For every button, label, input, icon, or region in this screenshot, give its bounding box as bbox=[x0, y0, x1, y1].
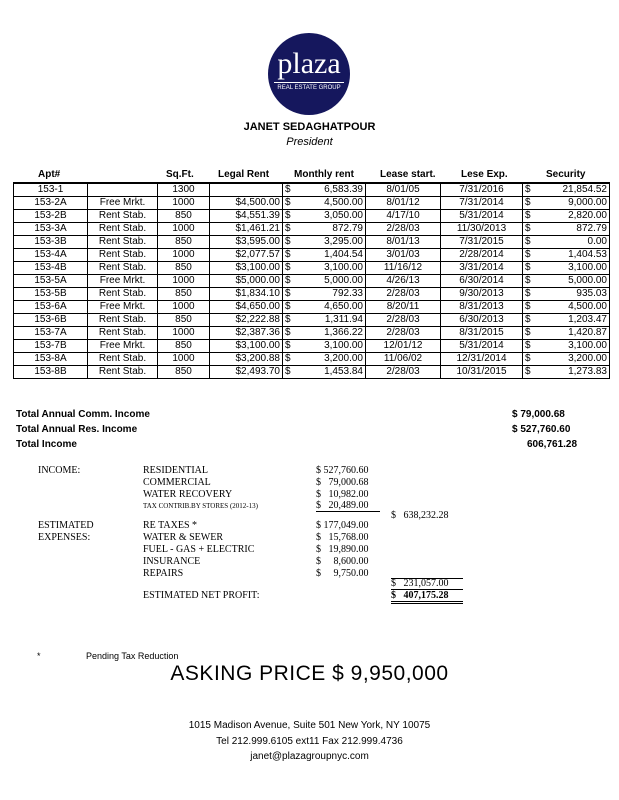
dollar-sign: $ bbox=[525, 262, 531, 273]
security-cell-value: 9,000.00 bbox=[568, 197, 607, 208]
sqft-cell: 850 bbox=[158, 210, 210, 223]
legal-rent-cell: $2,387.36 bbox=[210, 327, 283, 340]
sqft-cell: 1000 bbox=[158, 197, 210, 210]
dollar-sign: $ bbox=[285, 197, 291, 208]
dollar-sign: $ bbox=[525, 275, 531, 286]
security-cell-value: 5,000.00 bbox=[568, 275, 607, 286]
rent-type-cell: Rent Stab. bbox=[88, 353, 158, 366]
sqft-cell: 850 bbox=[158, 262, 210, 275]
plaza-logo bbox=[268, 33, 350, 115]
lease-exp-cell: 7/31/2014 bbox=[441, 197, 523, 210]
total-comm-income-value: $ 79,000.68 bbox=[512, 409, 565, 420]
monthly-rent-cell-value: 1,404.54 bbox=[324, 249, 363, 260]
table-row bbox=[14, 275, 610, 288]
lease-start-cell: 2/28/03 bbox=[366, 223, 441, 236]
footer-address: 1015 Madison Avenue, Suite 501 New York, NY 10075 bbox=[188, 720, 431, 731]
monthly-rent-cell bbox=[283, 353, 366, 366]
lease-start-cell: 8/20/11 bbox=[366, 301, 441, 314]
security-cell bbox=[523, 210, 610, 223]
lease-exp-cell: 7/31/2016 bbox=[441, 183, 523, 197]
lease-exp-cell: 12/31/2014 bbox=[441, 353, 523, 366]
sqft-cell: 850 bbox=[158, 288, 210, 301]
rent-type-cell: Rent Stab. bbox=[88, 366, 158, 379]
dollar-sign: $ bbox=[285, 262, 291, 273]
sqft-cell: 1000 bbox=[158, 275, 210, 288]
legal-rent-cell: $4,551.39 bbox=[210, 210, 283, 223]
monthly-rent-cell-value: 4,650.00 bbox=[324, 301, 363, 312]
lease-start-cell: 11/06/02 bbox=[366, 353, 441, 366]
header-apt: Apt# bbox=[38, 169, 61, 180]
sqft-cell: 850 bbox=[158, 340, 210, 353]
apartment-cell: 153-5A bbox=[14, 275, 88, 288]
rent-type-cell: Rent Stab. bbox=[88, 327, 158, 340]
monthly-rent-cell bbox=[283, 210, 366, 223]
monthly-rent-cell-value: 4,500.00 bbox=[324, 197, 363, 208]
dollar-sign: $ bbox=[285, 275, 291, 286]
table-row bbox=[14, 366, 610, 379]
lease-exp-cell: 7/31/2015 bbox=[441, 236, 523, 249]
monthly-rent-cell bbox=[283, 197, 366, 210]
total-res-income-value: $ 527,760.60 bbox=[512, 424, 571, 435]
lease-exp-cell: 10/31/2015 bbox=[441, 366, 523, 379]
table-row bbox=[14, 223, 610, 236]
legal-rent-cell: $3,100.00 bbox=[210, 262, 283, 275]
lease-start-cell: 8/01/13 bbox=[366, 236, 441, 249]
legal-rent-cell: $1,461.21 bbox=[210, 223, 283, 236]
security-cell bbox=[523, 353, 610, 366]
dollar-sign: $ bbox=[525, 314, 531, 325]
re-taxes-value: $ 177,049.00 bbox=[316, 520, 369, 531]
table-row bbox=[14, 301, 610, 314]
lease-exp-cell: 5/31/2014 bbox=[441, 210, 523, 223]
dollar-sign: $ bbox=[525, 210, 531, 221]
apartment-cell: 153-6B bbox=[14, 314, 88, 327]
security-cell bbox=[523, 327, 610, 340]
monthly-rent-cell-value: 3,100.00 bbox=[324, 340, 363, 351]
commercial-label: COMMERCIAL bbox=[143, 477, 211, 488]
dollar-sign: $ bbox=[285, 236, 291, 247]
dollar-sign: $ bbox=[285, 223, 291, 234]
security-cell-value: 4,500.00 bbox=[568, 301, 607, 312]
rent-type-cell: Rent Stab. bbox=[88, 288, 158, 301]
lease-exp-cell: 11/30/2013 bbox=[441, 223, 523, 236]
security-cell bbox=[523, 236, 610, 249]
dollar-sign: $ bbox=[285, 210, 291, 221]
table-row bbox=[14, 210, 610, 223]
header-monthly-rent: Monthly rent bbox=[294, 169, 354, 180]
apartment-cell: 153-7A bbox=[14, 327, 88, 340]
security-cell-value: 21,854.52 bbox=[562, 184, 607, 195]
monthly-rent-cell-value: 1,311.94 bbox=[324, 314, 363, 325]
apartment-cell: 153-4A bbox=[14, 249, 88, 262]
footnote-text: Pending Tax Reduction bbox=[86, 651, 179, 661]
monthly-rent-cell bbox=[283, 262, 366, 275]
lease-exp-cell: 8/31/2013 bbox=[441, 301, 523, 314]
security-cell-value: 1,404.53 bbox=[568, 249, 607, 260]
residential-label: RESIDENTIAL bbox=[143, 465, 208, 476]
legal-rent-cell: $4,500.00 bbox=[210, 197, 283, 210]
footer-email[interactable]: janet@plazagroupnyc.com bbox=[250, 751, 369, 762]
dollar-sign: $ bbox=[285, 366, 291, 377]
lease-exp-cell: 3/31/2014 bbox=[441, 262, 523, 275]
rent-type-cell: Rent Stab. bbox=[88, 249, 158, 262]
sqft-cell: 1300 bbox=[158, 183, 210, 197]
legal-rent-cell: $5,000.00 bbox=[210, 275, 283, 288]
income-subtotal: $ 638,232.28 bbox=[391, 510, 449, 521]
dollar-sign: $ bbox=[525, 184, 531, 195]
monthly-rent-cell bbox=[283, 183, 366, 197]
monthly-rent-cell bbox=[283, 327, 366, 340]
lease-start-cell: 11/16/12 bbox=[366, 262, 441, 275]
monthly-rent-cell-value: 5,000.00 bbox=[324, 275, 363, 286]
rent-type-cell: Free Mrkt. bbox=[88, 197, 158, 210]
security-cell-value: 3,100.00 bbox=[568, 340, 607, 351]
security-cell bbox=[523, 183, 610, 197]
table-row bbox=[14, 314, 610, 327]
apartment-cell: 153-6A bbox=[14, 301, 88, 314]
total-income-label: Total Income bbox=[16, 439, 77, 450]
apartment-cell: 153-8B bbox=[14, 366, 88, 379]
legal-rent-cell: $2,222.88 bbox=[210, 314, 283, 327]
rent-type-cell: Rent Stab. bbox=[88, 210, 158, 223]
lease-start-cell: 4/17/10 bbox=[366, 210, 441, 223]
table-row bbox=[14, 353, 610, 366]
security-cell-value: 1,203.47 bbox=[568, 314, 607, 325]
apartment-cell: 153-4B bbox=[14, 262, 88, 275]
contact-title: President bbox=[286, 136, 333, 148]
water-recovery-value: $ 10,982.00 bbox=[316, 489, 369, 500]
security-cell-value: 0.00 bbox=[587, 236, 607, 247]
dollar-sign: $ bbox=[285, 353, 291, 364]
security-cell bbox=[523, 262, 610, 275]
rent-type-cell: Rent Stab. bbox=[88, 262, 158, 275]
rent-type-cell: Free Mrkt. bbox=[88, 275, 158, 288]
lease-exp-cell: 6/30/2014 bbox=[441, 275, 523, 288]
legal-rent-cell: $1,834.10 bbox=[210, 288, 283, 301]
monthly-rent-cell-value: 3,050.00 bbox=[324, 210, 363, 221]
insurance-label: INSURANCE bbox=[143, 556, 201, 567]
apartment-cell: 153-2A bbox=[14, 197, 88, 210]
monthly-rent-cell-value: 792.33 bbox=[332, 288, 363, 299]
apartment-cell: 153-2B bbox=[14, 210, 88, 223]
legal-rent-cell bbox=[210, 183, 283, 197]
residential-value: $ 527,760.60 bbox=[316, 465, 369, 476]
dollar-sign: $ bbox=[285, 184, 291, 195]
legal-rent-cell: $3,100.00 bbox=[210, 340, 283, 353]
monthly-rent-cell bbox=[283, 340, 366, 353]
monthly-rent-cell-value: 1,453.84 bbox=[324, 366, 363, 377]
security-cell bbox=[523, 301, 610, 314]
dollar-sign: $ bbox=[525, 236, 531, 247]
insurance-value: $ 8,600.00 bbox=[316, 556, 369, 567]
lease-start-cell: 2/28/03 bbox=[366, 288, 441, 301]
security-cell-value: 3,200.00 bbox=[568, 353, 607, 364]
dollar-sign: $ bbox=[525, 353, 531, 364]
dollar-sign: $ bbox=[525, 327, 531, 338]
lease-start-cell: 2/28/03 bbox=[366, 327, 441, 340]
legal-rent-cell: $2,493.70 bbox=[210, 366, 283, 379]
security-cell bbox=[523, 275, 610, 288]
logo-wordmark: plaza bbox=[277, 47, 341, 80]
monthly-rent-cell-value: 872.79 bbox=[332, 223, 363, 234]
security-cell bbox=[523, 314, 610, 327]
monthly-rent-cell bbox=[283, 301, 366, 314]
monthly-rent-cell bbox=[283, 223, 366, 236]
monthly-rent-cell-value: 3,100.00 bbox=[324, 262, 363, 273]
rent-type-cell bbox=[88, 183, 158, 197]
security-cell bbox=[523, 366, 610, 379]
apartment-cell: 153-3B bbox=[14, 236, 88, 249]
income-label: INCOME: bbox=[38, 465, 81, 476]
asking-price: ASKING PRICE $ 9,950,000 bbox=[170, 662, 449, 685]
dollar-sign: $ bbox=[285, 327, 291, 338]
table-row bbox=[14, 327, 610, 340]
sqft-cell: 1000 bbox=[158, 327, 210, 340]
lease-start-cell: 8/01/12 bbox=[366, 197, 441, 210]
lease-start-cell: 3/01/03 bbox=[366, 249, 441, 262]
re-taxes-label: RE TAXES * bbox=[143, 520, 198, 531]
table-row bbox=[14, 262, 610, 275]
rent-type-cell: Rent Stab. bbox=[88, 223, 158, 236]
commercial-value: $ 79,000.68 bbox=[316, 477, 369, 488]
sqft-cell: 850 bbox=[158, 366, 210, 379]
expenses-label-2: EXPENSES: bbox=[38, 532, 91, 543]
header-security: Security bbox=[546, 169, 586, 180]
dollar-sign: $ bbox=[525, 340, 531, 351]
monthly-rent-cell-value: 1,366.22 bbox=[324, 327, 363, 338]
dollar-sign: $ bbox=[525, 366, 531, 377]
security-cell bbox=[523, 197, 610, 210]
monthly-rent-cell bbox=[283, 366, 366, 379]
monthly-rent-cell bbox=[283, 236, 366, 249]
dollar-sign: $ bbox=[525, 197, 531, 208]
security-cell-value: 1,420.87 bbox=[568, 327, 607, 338]
header-sqft: Sq.Ft. bbox=[166, 169, 194, 180]
monthly-rent-cell-value: 3,200.00 bbox=[324, 353, 363, 364]
tax-contrib-value: $ 20,489.00 bbox=[316, 500, 380, 512]
table-row bbox=[14, 197, 610, 210]
net-profit-label: ESTIMATED NET PROFIT: bbox=[143, 590, 260, 601]
dollar-sign: $ bbox=[525, 223, 531, 234]
rent-roll-table bbox=[13, 182, 610, 379]
total-income-value: 606,761.28 bbox=[527, 439, 578, 450]
legal-rent-cell: $2,077.57 bbox=[210, 249, 283, 262]
monthly-rent-cell bbox=[283, 288, 366, 301]
water-sewer-label: WATER & SEWER bbox=[143, 532, 223, 543]
table-row bbox=[14, 183, 610, 197]
fuel-value: $ 19,890.00 bbox=[316, 544, 369, 555]
apartment-cell: 153-8A bbox=[14, 353, 88, 366]
total-comm-income-label: Total Annual Comm. Income bbox=[16, 409, 150, 420]
lease-exp-cell: 5/31/2014 bbox=[441, 340, 523, 353]
table-row bbox=[14, 340, 610, 353]
monthly-rent-cell bbox=[283, 314, 366, 327]
apartment-cell: 153-3A bbox=[14, 223, 88, 236]
footnote-asterisk: * bbox=[37, 651, 41, 661]
dollar-sign: $ bbox=[285, 288, 291, 299]
apartment-cell: 153-7B bbox=[14, 340, 88, 353]
lease-start-cell: 2/28/03 bbox=[366, 314, 441, 327]
lease-exp-cell: 2/28/2014 bbox=[441, 249, 523, 262]
monthly-rent-cell bbox=[283, 275, 366, 288]
apartment-cell: 153-1 bbox=[14, 183, 88, 197]
rent-type-cell: Free Mrkt. bbox=[88, 301, 158, 314]
water-sewer-value: $ 15,768.00 bbox=[316, 532, 369, 543]
security-cell-value: 3,100.00 bbox=[568, 262, 607, 273]
header-lease-exp: Lese Exp. bbox=[461, 169, 508, 180]
lease-start-cell: 8/01/05 bbox=[366, 183, 441, 197]
security-cell-value: 935.03 bbox=[576, 288, 607, 299]
lease-exp-cell: 9/30/2013 bbox=[441, 288, 523, 301]
legal-rent-cell: $4,650.00 bbox=[210, 301, 283, 314]
lease-exp-cell: 6/30/2013 bbox=[441, 314, 523, 327]
dollar-sign: $ bbox=[285, 314, 291, 325]
tax-contrib-label: TAX CONTRIB.BY STORES (2012-13) bbox=[143, 502, 258, 510]
dollar-sign: $ bbox=[525, 249, 531, 260]
rent-type-cell: Rent Stab. bbox=[88, 314, 158, 327]
fuel-label: FUEL - GAS + ELECTRIC bbox=[143, 544, 255, 555]
monthly-rent-cell bbox=[283, 249, 366, 262]
security-cell bbox=[523, 288, 610, 301]
dollar-sign: $ bbox=[285, 340, 291, 351]
rent-type-cell: Rent Stab. bbox=[88, 236, 158, 249]
table-row bbox=[14, 288, 610, 301]
sqft-cell: 850 bbox=[158, 236, 210, 249]
security-cell-value: 872.79 bbox=[576, 223, 607, 234]
sqft-cell: 1000 bbox=[158, 301, 210, 314]
rent-type-cell: Free Mrkt. bbox=[88, 340, 158, 353]
repairs-value: $ 9,750.00 bbox=[316, 568, 369, 579]
expenses-label-1: ESTIMATED bbox=[38, 520, 94, 531]
header-lease-start: Lease start. bbox=[380, 169, 436, 180]
dollar-sign: $ bbox=[525, 301, 531, 312]
lease-start-cell: 4/26/13 bbox=[366, 275, 441, 288]
sqft-cell: 850 bbox=[158, 314, 210, 327]
legal-rent-cell: $3,595.00 bbox=[210, 236, 283, 249]
net-profit-value: $ 407,175.28 bbox=[391, 590, 463, 604]
security-cell-value: 1,273.83 bbox=[568, 366, 607, 377]
security-cell-value: 2,820.00 bbox=[568, 210, 607, 221]
sqft-cell: 1000 bbox=[158, 223, 210, 236]
dollar-sign: $ bbox=[525, 288, 531, 299]
lease-start-cell: 12/01/12 bbox=[366, 340, 441, 353]
lease-exp-cell: 8/31/2015 bbox=[441, 327, 523, 340]
sqft-cell: 1000 bbox=[158, 249, 210, 262]
logo-subtitle: REAL ESTATE GROUP bbox=[274, 82, 344, 92]
expenses-subtotal: $ 231,057.00 bbox=[391, 578, 463, 590]
repairs-label: REPAIRS bbox=[143, 568, 184, 579]
total-res-income-label: Total Annual Res. Income bbox=[16, 424, 138, 435]
dollar-sign: $ bbox=[285, 249, 291, 260]
sqft-cell: 1000 bbox=[158, 353, 210, 366]
lease-start-cell: 2/28/03 bbox=[366, 366, 441, 379]
water-recovery-label: WATER RECOVERY bbox=[143, 489, 233, 500]
apartment-cell: 153-5B bbox=[14, 288, 88, 301]
monthly-rent-cell-value: 3,295.00 bbox=[324, 236, 363, 247]
security-cell bbox=[523, 223, 610, 236]
table-row bbox=[14, 236, 610, 249]
security-cell bbox=[523, 249, 610, 262]
contact-name: JANET SEDAGHATPOUR bbox=[243, 121, 376, 133]
security-cell bbox=[523, 340, 610, 353]
footer-phone: Tel 212.999.6105 ext11 Fax 212.999.4736 bbox=[216, 736, 403, 747]
monthly-rent-cell-value: 6,583.39 bbox=[324, 184, 363, 195]
legal-rent-cell: $3,200.88 bbox=[210, 353, 283, 366]
dollar-sign: $ bbox=[285, 301, 291, 312]
header-legal-rent: Legal Rent bbox=[218, 169, 270, 180]
table-row bbox=[14, 249, 610, 262]
